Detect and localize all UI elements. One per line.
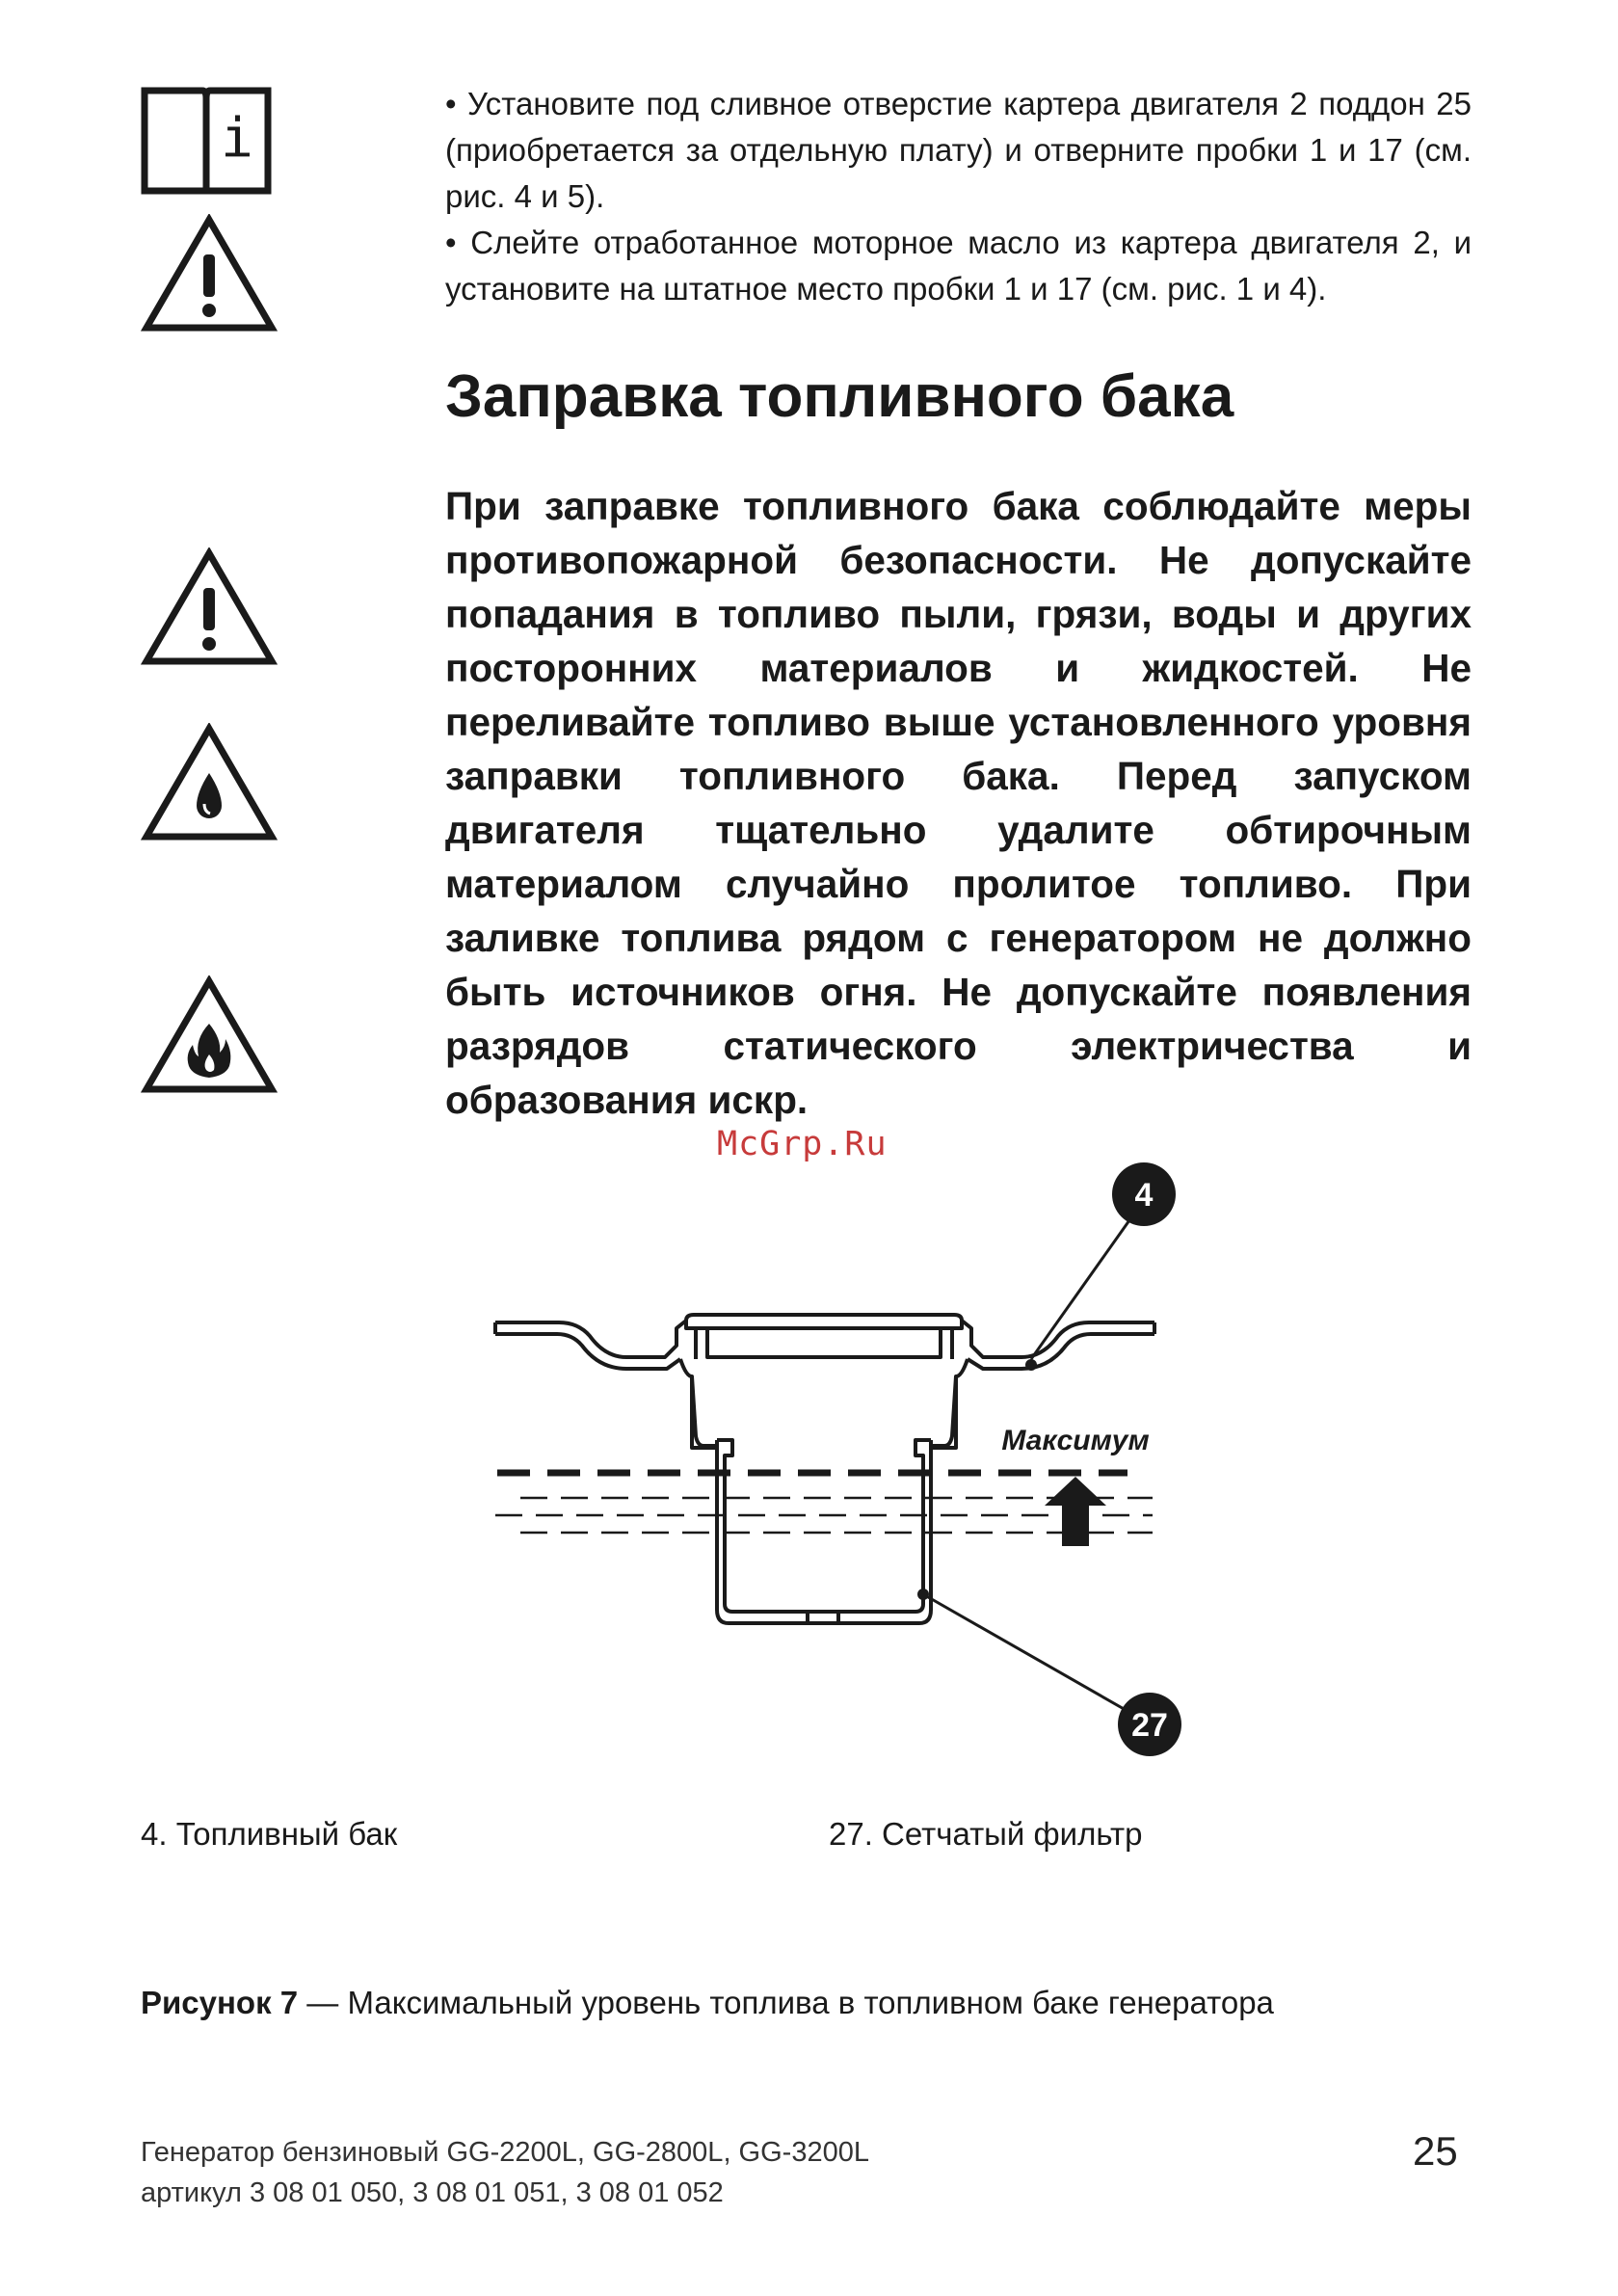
safety-warning-text: При заправке топливного бака соблюдайте меры противопожарной безопасности. Не допускайте попадания в топливо пыли, грязи, воды и других посторонних материалов и жидкостей. Не переливайте топливо выше установленного уровня заправки топливного бака. Перед запуском двигателя тщательно удалите обтирочным материалом случайно пролитое топливо. При заливке топлива рядом с генератором не должно быть источников огня. Не допускайте появления разрядов статического электричества и образования искр. bbox=[445, 484, 1472, 1122]
callout-tank-label: 4 bbox=[1134, 1177, 1154, 1214]
level-arrow-icon bbox=[1045, 1477, 1106, 1546]
instruction-item: • Слейте отработанное моторное масло из картера двигателя 2, и установите на штатное место пробки 1 и 17 (см. рис. 1 и 4). bbox=[445, 225, 1472, 307]
svg-text:i: i bbox=[221, 107, 253, 170]
figure-caption-text: — Максимальный уровень топлива в топливном баке генератора bbox=[298, 1985, 1274, 2020]
section-heading: Заправка топливного бака bbox=[445, 363, 1234, 430]
callout-filter-label: 27 bbox=[1131, 1707, 1168, 1744]
watermark: McGrp.Ru bbox=[717, 1125, 888, 1163]
legend-item-filter: 27. Сетчатый фильтр bbox=[829, 1816, 1143, 1852]
instruction-item: • Установите под сливное отверстие картера двигателя 2 поддон 25 (приобретается за отдельную плату) и отверните пробки 1 и 17 (см. рис. 4 и 5). bbox=[445, 86, 1472, 214]
figure-caption bbox=[141, 1985, 1274, 2021]
tank-wall-left bbox=[495, 1321, 686, 1357]
filler-neck bbox=[686, 1315, 962, 1328]
footer-article: артикул 3 08 01 050, 3 08 01 051, 3 08 01 052 bbox=[141, 2177, 724, 2208]
legend-item-tank: 4. Топливный бак bbox=[141, 1816, 398, 1852]
max-level-label: Максимум bbox=[1001, 1425, 1150, 1456]
footer-product: Генератор бензиновый GG-2200L, GG-2800L, GG-3200L bbox=[141, 2137, 869, 2168]
page-footer bbox=[141, 2132, 869, 2213]
page-number: 25 bbox=[1413, 2128, 1458, 2174]
figure-caption-label: Рисунок 7 bbox=[141, 1985, 299, 2020]
